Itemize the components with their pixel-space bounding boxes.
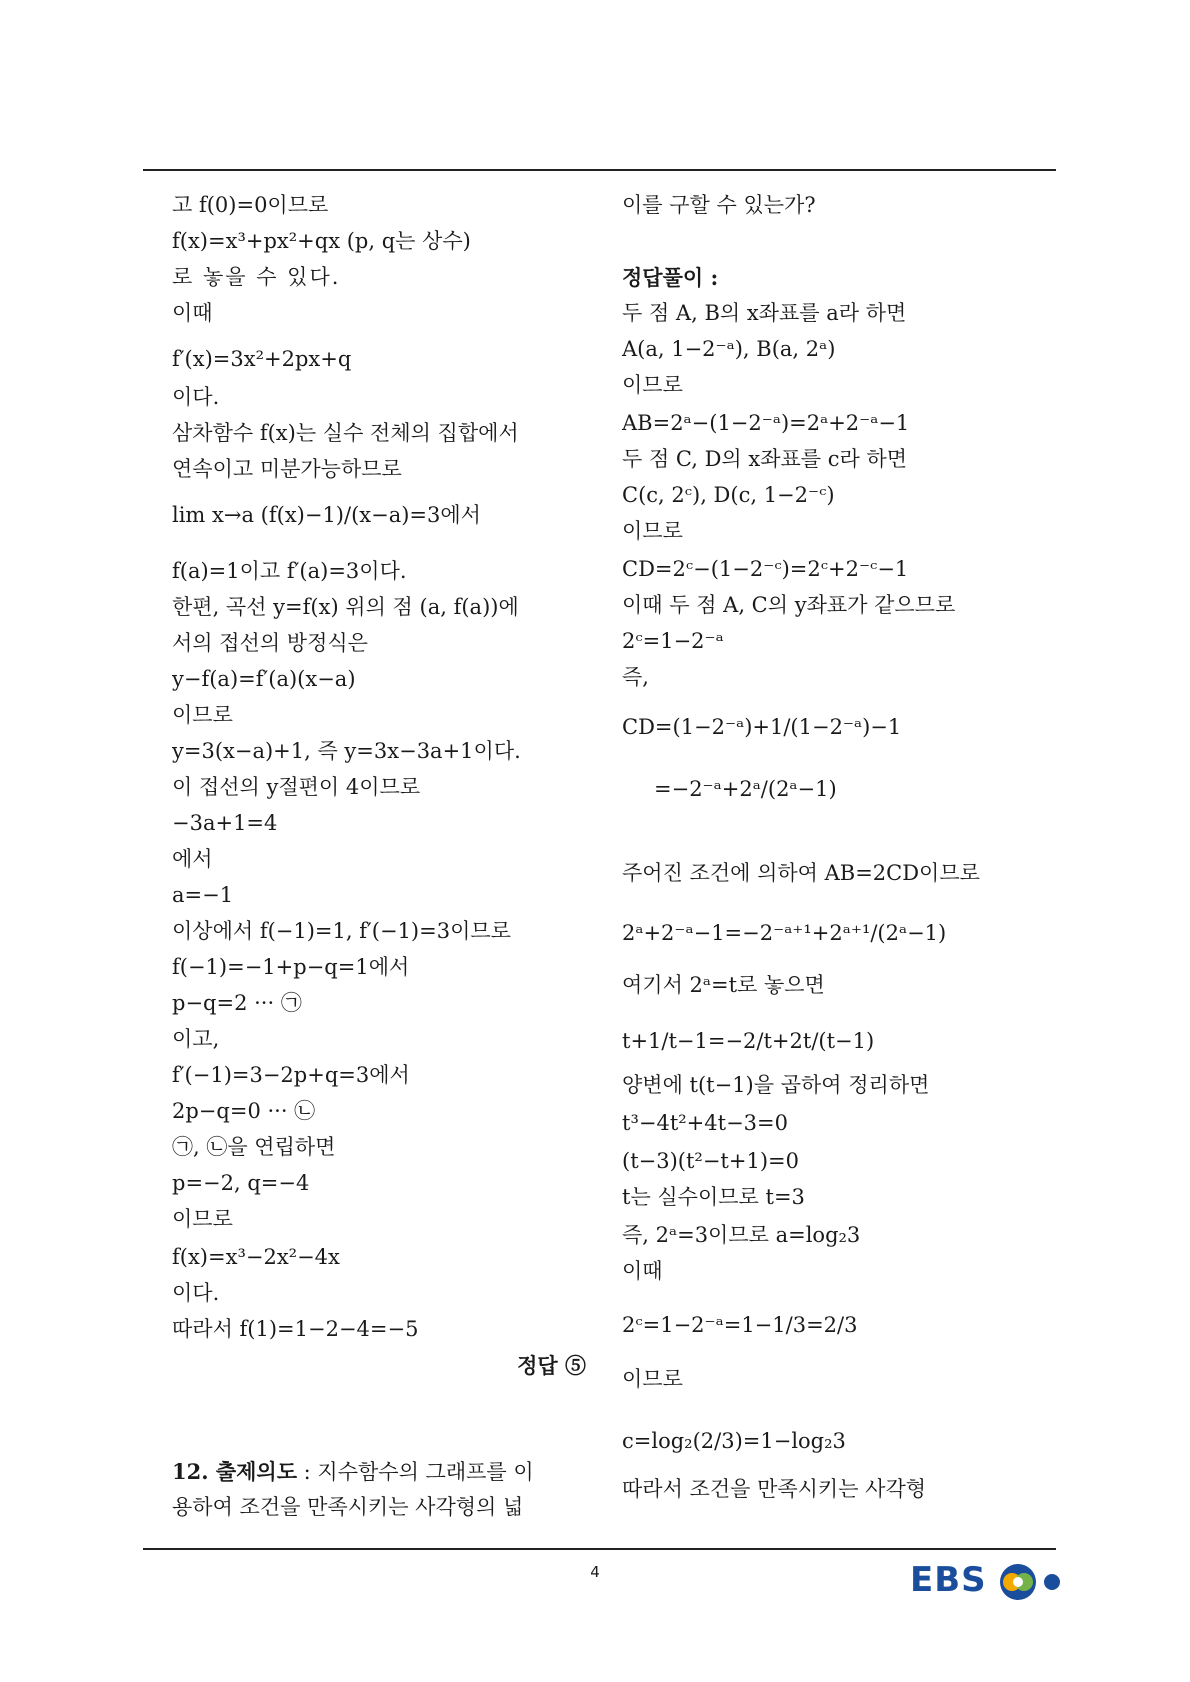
- text-line: 양변에 t(t−1)을 곱하여 정리하면: [622, 1073, 930, 1097]
- text-line: 한편, 곡선 y=f(x) 위의 점 (a, f(a))에: [172, 595, 519, 619]
- text-line: 로 놓을 수 있다.: [172, 265, 341, 289]
- text-line: 2p−q=0 ··· ㉡: [172, 1099, 316, 1123]
- problem-12-title: 12. 출제의도: [172, 1459, 297, 1484]
- text-line: 이므로: [172, 1207, 233, 1231]
- text-line: 서의 접선의 방정식은: [172, 631, 368, 655]
- text-line: 이므로: [622, 373, 683, 397]
- text-line: CD=2ᶜ−(1−2⁻ᶜ)=2ᶜ+2⁻ᶜ−1: [622, 557, 909, 581]
- text-line: f(a)=1이고 f′(a)=3이다.: [172, 559, 407, 583]
- text-line: AB=2ᵃ−(1−2⁻ᵃ)=2ᵃ+2⁻ᵃ−1: [622, 411, 910, 435]
- text-line: 이때 두 점 A, C의 y좌표가 같으므로: [622, 593, 956, 617]
- text-line: 즉, 2ᵃ=3이므로 a=log₂3: [622, 1223, 861, 1247]
- text-line: y−f(a)=f′(a)(x−a): [172, 667, 356, 691]
- text-line: 에서: [172, 847, 213, 871]
- text-line: 이다.: [172, 385, 220, 409]
- text-line: =−2⁻ᵃ+2ᵃ/(2ᵃ−1): [654, 777, 837, 801]
- problem-12-line-1: [172, 1461, 534, 1483]
- text-line: 두 점 C, D의 x좌표를 c라 하면: [622, 447, 908, 471]
- text-line: 2ᶜ=1−2⁻ᵃ: [622, 629, 724, 653]
- text-line: 연속이고 미분가능하므로: [172, 457, 402, 481]
- page-number: 4: [590, 1563, 600, 1581]
- text-line: 고 f(0)=0이므로: [172, 193, 329, 217]
- text-line: f′(x)=3x²+2px+q: [172, 347, 352, 371]
- text-line: ㉠, ㉡을 연립하면: [172, 1135, 336, 1159]
- text-line: 이므로: [622, 1367, 683, 1391]
- text-line: 이고,: [172, 1027, 220, 1051]
- ebs-logo-icon: [910, 1560, 1070, 1604]
- text-line: C(c, 2ᶜ), D(c, 1−2⁻ᶜ): [622, 483, 835, 507]
- logo-text: EBS: [910, 1560, 987, 1600]
- text-line: 주어진 조건에 의하여 AB=2CD이므로: [622, 861, 980, 885]
- text-line: 2ᵃ+2⁻ᵃ−1=−2⁻ᵃ⁺¹+2ᵃ⁺¹/(2ᵃ−1): [622, 921, 947, 945]
- problem-12-intent: : 지수함수의 그래프를 이: [297, 1460, 534, 1484]
- text-line: 삼차함수 f(x)는 실수 전체의 집합에서: [172, 421, 519, 445]
- text-line: 이를 구할 수 있는가?: [622, 193, 816, 217]
- text-line: t는 실수이므로 t=3: [622, 1185, 805, 1209]
- text-line: p=−2, q=−4: [172, 1171, 310, 1195]
- text-line: p−q=2 ··· ㉠: [172, 991, 302, 1015]
- text-line: f(x)=x³−2x²−4x: [172, 1245, 340, 1269]
- bottom-rule: [143, 1548, 1056, 1550]
- text-line: 2ᶜ=1−2⁻ᵃ=1−1/3=2/3: [622, 1313, 858, 1337]
- top-rule: [143, 169, 1056, 171]
- problem-12-line-2: 용하여 조건을 만족시키는 사각형의 넓: [172, 1495, 524, 1519]
- text-line: f(x)=x³+px²+qx (p, q는 상수): [172, 229, 471, 253]
- text-line: t³−4t²+4t−3=0: [622, 1111, 788, 1135]
- text-line: c=log₂(2/3)=1−log₂3: [622, 1429, 846, 1453]
- text-line: 여기서 2ᵃ=t로 놓으면: [622, 973, 825, 997]
- text-line: 이때: [622, 1259, 663, 1283]
- text-line: f(−1)=−1+p−q=1에서: [172, 955, 410, 979]
- text-line: 즉,: [622, 665, 649, 689]
- ebs-logo: [910, 1560, 1070, 1604]
- text-line: A(a, 1−2⁻ᵃ), B(a, 2ᵃ): [622, 337, 836, 361]
- text-line: 이므로: [172, 703, 233, 727]
- solution-heading: 정답풀이 :: [622, 265, 719, 290]
- text-line: 이상에서 f(−1)=1, f′(−1)=3이므로: [172, 919, 511, 943]
- text-line: −3a+1=4: [172, 811, 278, 835]
- text-line: f′(−1)=3−2p+q=3에서: [172, 1063, 410, 1087]
- text-line: 이 접선의 y절편이 4이므로: [172, 775, 421, 799]
- text-line: 이다.: [172, 1281, 220, 1305]
- text-line: 이때: [172, 301, 213, 325]
- text-line: y=3(x−a)+1, 즉 y=3x−3a+1이다.: [172, 739, 521, 763]
- text-line: a=−1: [172, 883, 234, 907]
- text-line: (t−3)(t²−t+1)=0: [622, 1149, 799, 1173]
- text-line: 따라서 조건을 만족시키는 사각형: [622, 1477, 927, 1501]
- text-line: t+1/t−1=−2/t+2t/(t−1): [622, 1029, 875, 1053]
- text-line: 두 점 A, B의 x좌표를 a라 하면: [622, 301, 907, 325]
- text-line: 따라서 f(1)=1−2−4=−5: [172, 1317, 419, 1341]
- text-line: 이므로: [622, 519, 683, 543]
- answer-label: 정답 ⑤: [517, 1353, 586, 1378]
- limit-expression: lim x→a (f(x)−1)/(x−a)=3에서: [172, 503, 481, 527]
- text-line: CD=(1−2⁻ᵃ)+1/(1−2⁻ᵃ)−1: [622, 715, 902, 739]
